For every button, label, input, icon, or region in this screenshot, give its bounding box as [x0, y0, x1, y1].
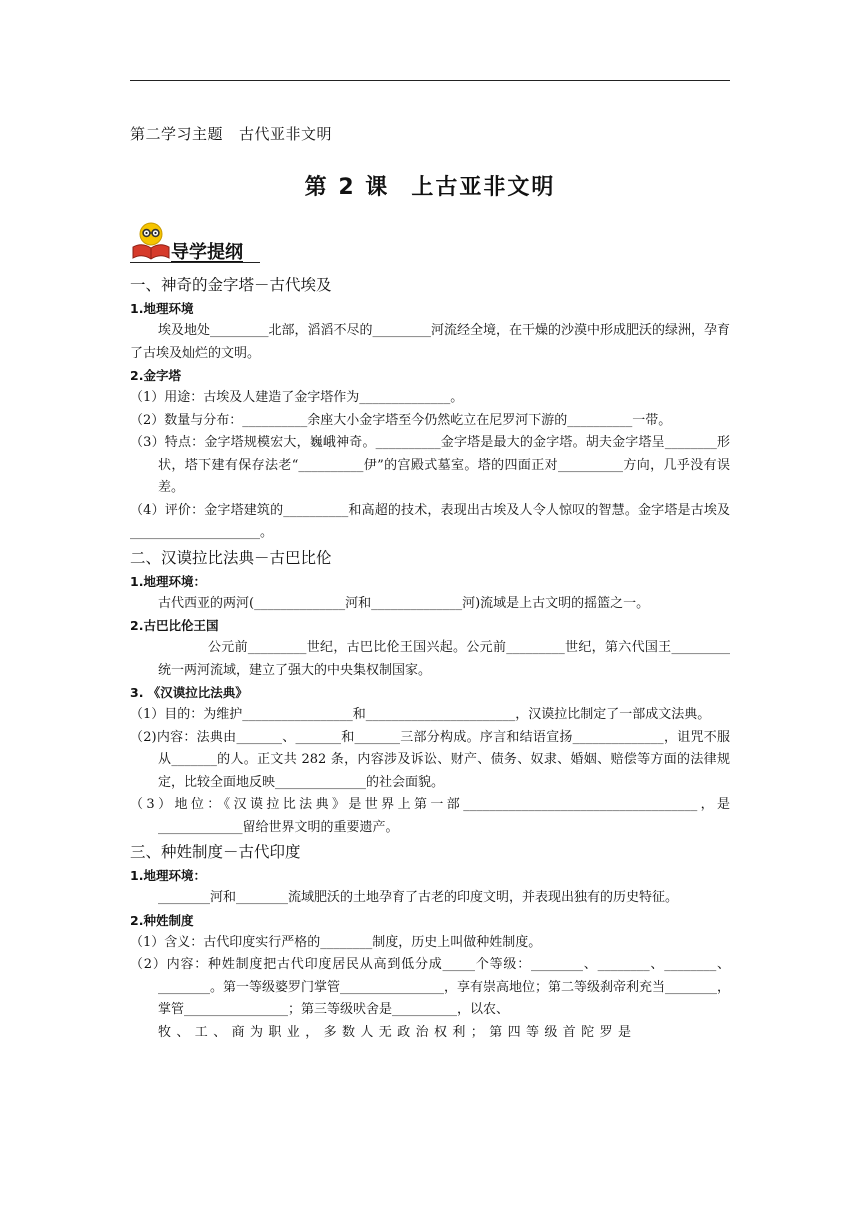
outline-line: 古代西亚的两河(______________河和______________河)流域是上古文明的摇篮之一。	[158, 595, 650, 611]
outline-line: （1）含义：古代印度实行严格的________制度，历史上叫做种姓制度。	[130, 934, 542, 950]
header-rule	[130, 80, 730, 81]
part-heading: 1.地理环境：	[130, 573, 206, 589]
outline-line: （2）数量与分布：__________余座大小金字塔至今仍然屹立在尼罗河下游的__________一带。	[130, 412, 672, 428]
guide-underline	[130, 262, 260, 263]
outline-line: ________河和________流域肥沃的土地孕育了古老的印度文明，并表现出独有的历史特征。	[158, 890, 679, 905]
outline-line: （1）目的：为维护_________________和_______________________，汉谟拉比制定了一部成文法典。	[130, 707, 711, 722]
outline-line: （3）特点：金字塔规模宏大，巍峨神奇。__________金字塔是最大的金字塔。胡夫金字塔呈________形状，塔下建有保存法老“__________伊”的宫殿式墓室。塔的四面正对__________方向，几乎没有误差。	[130, 435, 730, 495]
part-heading: 2.古巴比伦王国	[130, 618, 219, 633]
part-heading: 1.地理环境：	[130, 868, 206, 883]
guide-title: 导学提纲	[171, 242, 243, 263]
outline-line: （2)内容：法典由_______、_______和_______三部分构成。序言和结语宣扬______________，诅咒不服从_______的人。正文共 282 条，内容涉及诉讼、财产、债务、奴隶、婚姻、赔偿等方面的法律规定，比较全面地反映______________的社会面貌。	[130, 729, 730, 790]
part-heading: 3. 《汉谟拉比法典》	[130, 685, 248, 700]
lesson-number: 第 2 课	[304, 175, 390, 200]
outline-line: （1）用途：古埃及人建造了金字塔作为______________。	[130, 390, 464, 405]
topic-heading	[130, 123, 332, 144]
section-heading: 二、汉谟拉比法典－古巴比伦	[130, 548, 332, 567]
topic-label: 第二学习主题	[130, 125, 224, 143]
outline-line: 公元前_________世纪，古巴比伦王国兴起。公元前_________世纪，第六代国王_________统一两河流域，建立了强大的中央集权制国家。	[158, 640, 730, 678]
outline-line: （4）评价：金字塔建筑的__________和高超的技术，表现出古埃及人令人惊叹的智慧。金字塔是古埃及____________________。	[130, 502, 730, 540]
guide-header	[130, 220, 260, 264]
part-heading: 2.种姓制度	[130, 912, 194, 928]
part-heading: 2.金字塔	[130, 368, 181, 383]
topic-name: 古代亚非文明	[239, 125, 333, 143]
outline-line: 埃及地处_________北部，滔滔不尽的_________河流经全境，在干燥的沙漠中形成肥沃的绿洲，孕育了古埃及灿烂的文明。	[130, 323, 731, 361]
outline-line: （3）地位：《汉谟拉比法典》是世界上第一部____________________________________，是_____________留给世界文明的重要遗产。	[130, 797, 730, 835]
part-heading: 1.地理环境	[130, 301, 194, 316]
section-heading: 一、神奇的金字塔－古代埃及	[130, 276, 332, 294]
lesson-title	[0, 170, 860, 201]
section-heading: 三、种姓制度－古代印度	[130, 843, 301, 861]
outline-line: 牧、工、商为职业，多数人无政治权利；第四等级首陀罗是	[158, 1024, 637, 1040]
outline-line: （2）内容：种姓制度把古代印度居民从高到低分成_____个等级：________、________、________、________。第一等级婆罗门掌管________________，享有崇高地位；第二等级刹帝利充当________，掌管________________；第三等级吠舍是__________，以农、	[130, 957, 731, 1017]
lesson-name: 上古亚非文明	[411, 175, 556, 200]
reading-face-icon	[130, 220, 172, 262]
outline-content	[130, 272, 730, 1044]
